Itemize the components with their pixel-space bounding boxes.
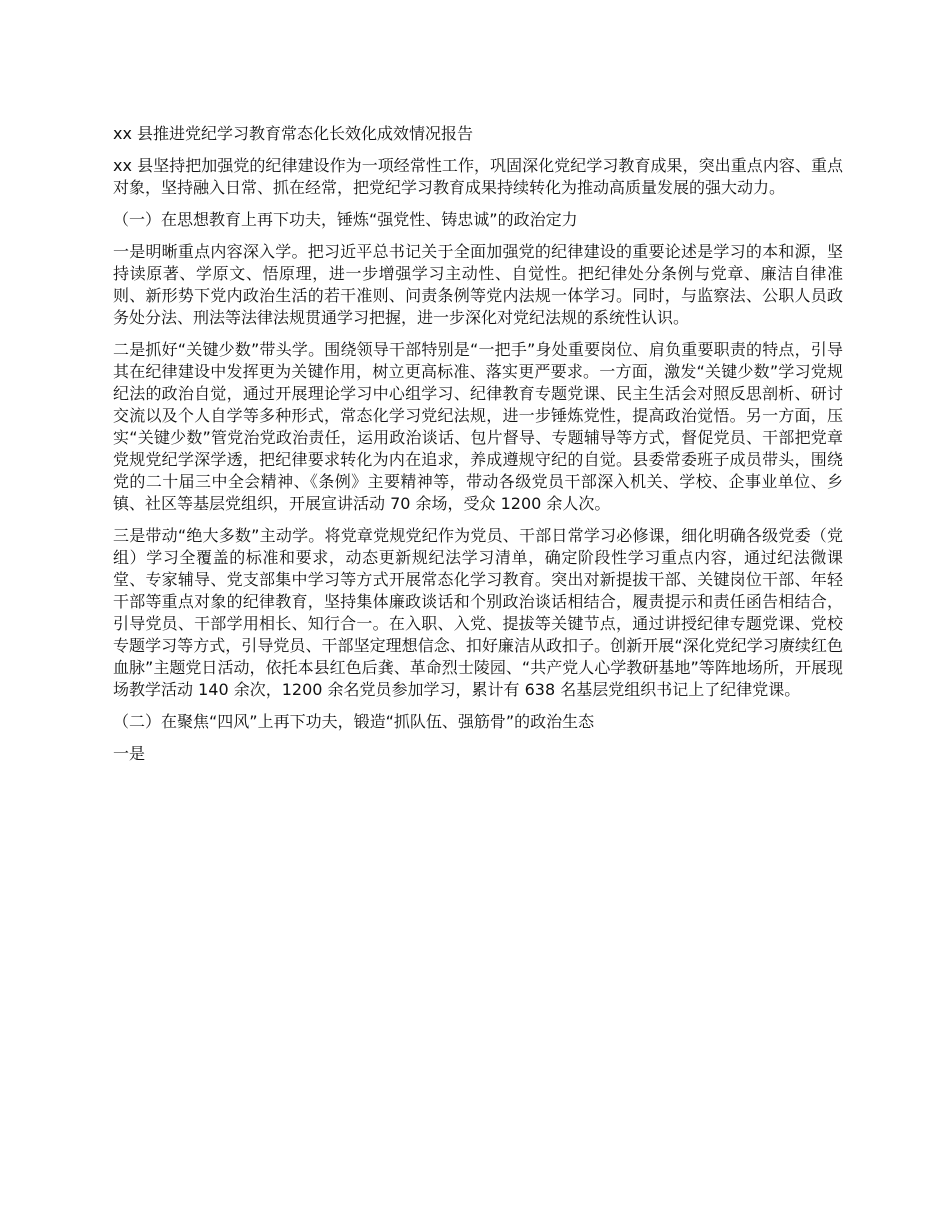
section-2-paragraph-1: 一是 [113,744,146,763]
document-title: xx 县推进党纪学习教育常态化长效化成效情况报告 [113,124,474,143]
intro-paragraph: xx 县坚持把加强党的纪律建设作为一项经常性工作，巩固深化党纪学习教育成果，突出重点内容、重点对象，坚持融入日常、抓在经常，把党纪学习教育成果持续转化为推动高质量发展的强大动力。 [113,156,843,197]
document-page [113,123,843,775]
section-1-heading: （一）在思想教育上再下功夫，锤炼“强党性、铸忠诚”的政治定力 [113,210,578,229]
section-1-paragraph-3: 三是带动“绝大多数”主动学。将党章党规党纪作为党员、干部日常学习必修课，细化明确各级党委（党组）学习全覆盖的标准和要求，动态更新规纪法学习清单，确定阶段性学习重点内容，通过纪法微课堂、专家辅导、党支部集中学习等方式开展常态化学习教育。突出对新提拔干部、关键岗位干部、年轻干部等重点对象的纪律教育，坚持集体廉政谈话和个别政治谈话相结合，履责提示和责任函告相结合，引导党员、干部学用相长、知行合一。在入职、入党、提拔等关键节点，通过讲授纪律专题党课、党校专题学习等方式，引导党员、干部坚定理想信念、扣好廉洁从政扣子。创新开展“深化党纪学习赓续红色血脉”主题党日活动，依托本县红色后龚、革命烈士陵园、“共产党人心学教研基地”等阵地场所，开展现场教学活动 140 余次，1200 余名党员参加学习，累计有 638 名基层党组织书记上了纪律党课。 [113,526,843,699]
section-2-heading: （二）在聚焦“四风”上再下功夫，锻造“抓队伍、强筋骨”的政治生态 [113,712,595,731]
section-1-paragraph-1: 一是明晰重点内容深入学。把习近平总书记关于全面加强党的纪律建设的重要论述是学习的本和源，坚持读原著、学原文、悟原理，进一步增强学习主动性、自觉性。把纪律处分条例与党章、廉洁自律准则、新形势下党内政治生活的若干准则、问责条例等党内法规一体学习。同时，与监察法、公职人员政务处分法、刑法等法律法规贯通学习把握，进一步深化对党纪法规的系统性认识。 [113,242,843,327]
section-1-paragraph-2: 二是抓好“关键少数”带头学。围绕领导干部特别是“一把手”身处重要岗位、肩负重要职责的特点，引导其在纪律建设中发挥更为关键作用，树立更高标准、落实更严要求。一方面，激发“关键少数”学习党规纪法的政治自觉，通过开展理论学习中心组学习、纪律教育专题党课、民主生活会对照反思剖析、研讨交流以及个人自学等多种形式，常态化学习党纪法规，进一步锤炼党性，提高政治觉悟。另一方面，压实“关键少数”管党治党政治责任，运用政治谈话、包片督导、专题辅导等方式，督促党员、干部把党章党规党纪学深学透，把纪律要求转化为内在追求，养成遵规守纪的自觉。县委常委班子成员带头，围绕党的二十届三中全会精神、《条例》主要精神等，带动各级党员干部深入机关、学校、企事业单位、乡镇、社区等基层党组织，开展宣讲活动 70 余场，受众 1200 余人次。 [113,340,843,513]
